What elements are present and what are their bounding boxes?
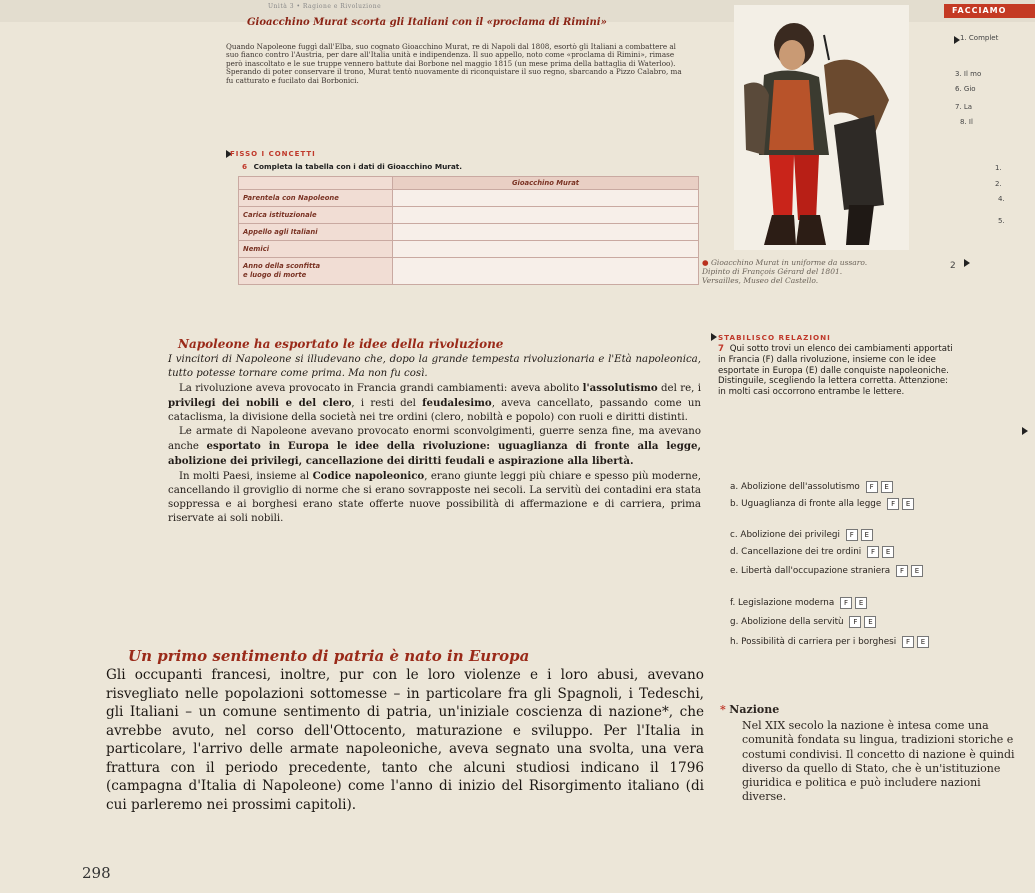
rc-item: 7. La bbox=[955, 103, 973, 111]
option-e[interactable]: E bbox=[855, 597, 867, 609]
answer-cell[interactable] bbox=[393, 258, 699, 285]
text-run: del re, i bbox=[657, 383, 701, 394]
caption-text: Gioacchino Murat in uniforme da ussaro. Dipinto di François Gérard del 1801. Versailles, Museo del Castello. bbox=[702, 258, 868, 285]
bold-term: privilegi dei nobili e del clero bbox=[168, 397, 352, 409]
exercise7-label: STABILISCO RELAZIONI bbox=[718, 333, 831, 342]
section-arrow-icon bbox=[711, 333, 717, 341]
rc-item: 6. Gio bbox=[955, 85, 976, 93]
glossary-title: Nazione bbox=[729, 703, 780, 716]
option-e[interactable]: E bbox=[911, 565, 923, 577]
table-corner-cell bbox=[239, 177, 393, 190]
next-page-column bbox=[940, 0, 1035, 310]
text-run: , aveva cancellato, passando come un cataclisma, la divisione della società nei tre ordini (clero, nobiltà e popolo) con ruoli e diritti distinti. bbox=[168, 398, 701, 423]
answer-cell[interactable] bbox=[393, 190, 699, 207]
section2-body bbox=[106, 666, 704, 814]
intro-body: Quando Napoleone fuggì dall'Elba, suo cognato Gioacchino Murat, re di Napoli dal 1808, esortò gli Italiani a combattere al suo fianco contro l'Austria, per dare all'Italia unità e indipendenza. Il suo appello, noto come «proclama di Rimini», rimase però inascoltato e le sue truppe vennero battute dai Borbone nel maggio 1815 (un mese prima della battaglia di Waterloo). Sperando di poter conservare il trono, Murat tentò nuovamente di riconquistare il suo regno, sbarcando a Pizzo Calabro, ma fu catturato e fucilato dai Borbonici. bbox=[226, 42, 682, 85]
running-header-text: Unità 3 • Ragione e Rivoluzione bbox=[268, 3, 382, 10]
option-f[interactable]: F bbox=[840, 597, 852, 609]
arrow-icon bbox=[1022, 427, 1028, 435]
text-run: , erano giunte leggi più chiare e spesso più moderne, cancellando il groviglio di norme che si erano sovrapposte nei secoli. La servitù dei contadini era stata soppressa e ai borghesi erano state offerte nuove possibilità di affermazione e di carriera, prima riservate ai soli nobili. bbox=[168, 471, 701, 524]
table-header-row bbox=[239, 177, 699, 190]
option-f[interactable]: F bbox=[896, 565, 908, 577]
text-run: La rivoluzione aveva provocato in Francia grandi cambiamenti: aveva abolito bbox=[179, 383, 583, 394]
row-label: Nemici bbox=[239, 241, 393, 258]
item-text: e. Libertà dall'occupazione straniera bbox=[730, 566, 891, 576]
facciamo-banner: FACCIAMO bbox=[944, 4, 1035, 18]
rc-item: 4. bbox=[998, 195, 1005, 203]
item-text: b. Uguaglianza di fronte alla legge bbox=[730, 499, 882, 509]
exercise6-text: Completa la tabella con i dati di Gioacchino Murat. bbox=[253, 162, 463, 171]
item-text: d. Cancellazione dei tre ordini bbox=[730, 547, 862, 557]
text-run: In molti Paesi, insieme al bbox=[179, 471, 313, 482]
section1-paragraph bbox=[168, 381, 701, 425]
rc-item: 2 bbox=[950, 261, 956, 271]
answer-cell[interactable] bbox=[393, 224, 699, 241]
table-row bbox=[239, 190, 699, 207]
option-e[interactable]: E bbox=[864, 616, 876, 628]
section2-title: Un primo sentimento di patria è nato in Europa bbox=[128, 647, 530, 665]
exercise7-item bbox=[730, 565, 930, 577]
option-f[interactable]: F bbox=[846, 529, 858, 541]
text-run: , i resti del bbox=[351, 398, 423, 409]
item-text: f. Legislazione moderna bbox=[730, 598, 835, 608]
item-text: c. Abolizione dei privilegi bbox=[730, 530, 840, 540]
exercise7-number: 7 bbox=[718, 344, 724, 354]
bold-term: l'assolutismo bbox=[582, 382, 658, 394]
rc-item: 5. bbox=[998, 217, 1005, 225]
row-label-line: Anno della sconfitta bbox=[243, 262, 321, 270]
arrow-icon bbox=[964, 259, 970, 267]
row-label: Carica istituzionale bbox=[239, 207, 393, 224]
bold-term: feudalesimo bbox=[422, 397, 492, 409]
row-label: Parentela con Napoleone bbox=[239, 190, 393, 207]
section1-title: Napoleone ha esportato le idee della rivoluzione bbox=[178, 337, 504, 351]
answer-cell[interactable] bbox=[393, 207, 699, 224]
exercise7-item bbox=[730, 597, 867, 609]
section1-paragraph bbox=[168, 425, 701, 469]
exercise7-text: Qui sotto trovi un elenco dei cambiamenti apportati in Francia (F) dalla rivoluzione, insieme con le idee esportate in Europa (E) dalle conquiste napoleoniche. Distinguile, scegliendo la lettera corretta. Attenzione: in molti casi occorrono entrambe le lettere. bbox=[718, 344, 953, 398]
option-f[interactable]: F bbox=[887, 498, 899, 510]
murat-portrait-illustration bbox=[734, 5, 909, 250]
answer-cell[interactable] bbox=[393, 241, 699, 258]
exercise7-item bbox=[730, 481, 893, 493]
option-e[interactable]: E bbox=[881, 481, 893, 493]
exercise7-item bbox=[730, 616, 876, 628]
row-label bbox=[239, 258, 393, 285]
row-label: Appello agli Italiani bbox=[239, 224, 393, 241]
murat-table bbox=[238, 176, 699, 285]
option-f[interactable]: F bbox=[867, 546, 879, 558]
option-e[interactable]: E bbox=[861, 529, 873, 541]
exercise7-item bbox=[730, 529, 873, 541]
bold-term: Codice napoleonico bbox=[312, 470, 425, 482]
intro-title: Gioacchino Murat scorta gli Italiani con il «proclama di Rimini» bbox=[247, 17, 607, 28]
rc-item: 8. Il bbox=[960, 118, 973, 126]
exercise6-instruction bbox=[242, 162, 462, 171]
caption-bullet-icon: ● bbox=[702, 258, 709, 267]
asterisk-icon: * bbox=[720, 703, 726, 716]
option-f[interactable]: F bbox=[849, 616, 861, 628]
portrait-caption bbox=[702, 258, 877, 285]
option-e[interactable]: E bbox=[882, 546, 894, 558]
murat-portrait-image bbox=[734, 5, 909, 250]
glossary-note bbox=[720, 703, 1020, 804]
section1-p1: I vincitori di Napoleone si illudevano che, dopo la grande tempesta rivoluzionaria e l'Età napoleonica, tutto potesse tornare come prima. Ma non fu così. bbox=[168, 354, 701, 379]
row-label-line: e luogo di morte bbox=[243, 271, 307, 279]
option-e[interactable]: E bbox=[902, 498, 914, 510]
item-text: h. Possibilità di carriera per i borghesi bbox=[730, 637, 897, 647]
table-row bbox=[239, 207, 699, 224]
option-e[interactable]: E bbox=[917, 636, 929, 648]
rc-item: 1. Complet bbox=[960, 34, 999, 42]
rc-item: 1. bbox=[995, 164, 1002, 172]
rc-item: 3. Il mo bbox=[955, 70, 982, 78]
exercise7-item bbox=[730, 546, 894, 558]
section1-paragraph bbox=[168, 353, 701, 381]
bold-term: esportato in Europa le idee della rivoluzione: uguaglianza di fronte alla legge, abolizione dei privilegi, cancellazione dei diritti feudali e aspirazione alla libertà. bbox=[168, 440, 701, 467]
exercise6-label: FISSO I CONCETTI bbox=[230, 150, 316, 158]
table-row bbox=[239, 241, 699, 258]
section2-paragraph: Gli occupanti francesi, inoltre, pur con le loro violenze e i loro abusi, avevano risvegliato nelle popolazioni sottomesse – in particolare fra gli Spagnoli, i Tedeschi, gli Italiani – un comune sentimento di patria, un'iniziale coscienza di nazione*, che avrebbe avuto, nel corso dell'Ottocento, maturazione e sviluppo. Per l'Italia in particolare, l'arrivo delle armate napoleoniche, aveva segnato una svolta, una vera frattura con il periodo precedente, tanto che alcuni studiosi indicano il 1796 (campagna d'Italia di Napoleone) come l'anno di inizio del Risorgimento italiano (di cui parleremo nei prossimi capitoli). bbox=[106, 667, 704, 813]
section1-paragraph bbox=[168, 469, 701, 526]
item-text: g. Abolizione della servitù bbox=[730, 617, 844, 627]
text-run: Le armate di Napoleone avevano provocato enormi sconvolgimenti, guerre senza fine, ma avevano anche bbox=[168, 426, 701, 452]
exercise7-item bbox=[730, 636, 930, 648]
glossary-body: Nel XIX secolo la nazione è intesa come una comunità fondata su lingua, tradizioni storiche e costumi condivisi. Il concetto di nazione è quindi diverso da quello di Stato, che è un'istituzione giuridica e politica e può includere nazioni diverse. bbox=[742, 719, 1015, 804]
option-f[interactable]: F bbox=[902, 636, 914, 648]
item-text: a. Abolizione dell'assolutismo bbox=[730, 482, 860, 492]
exercise6-number: 6 bbox=[242, 162, 248, 171]
table-column-header: Gioacchino Murat bbox=[393, 177, 699, 190]
exercise7-item bbox=[730, 498, 930, 510]
arrow-icon bbox=[954, 36, 960, 44]
exercise7-instruction bbox=[718, 344, 953, 398]
option-f[interactable]: F bbox=[866, 481, 878, 493]
rc-item: 2. bbox=[995, 180, 1002, 188]
table-row bbox=[239, 258, 699, 285]
table-row bbox=[239, 224, 699, 241]
page-number: 298 bbox=[82, 864, 111, 882]
section1-body bbox=[168, 353, 701, 526]
